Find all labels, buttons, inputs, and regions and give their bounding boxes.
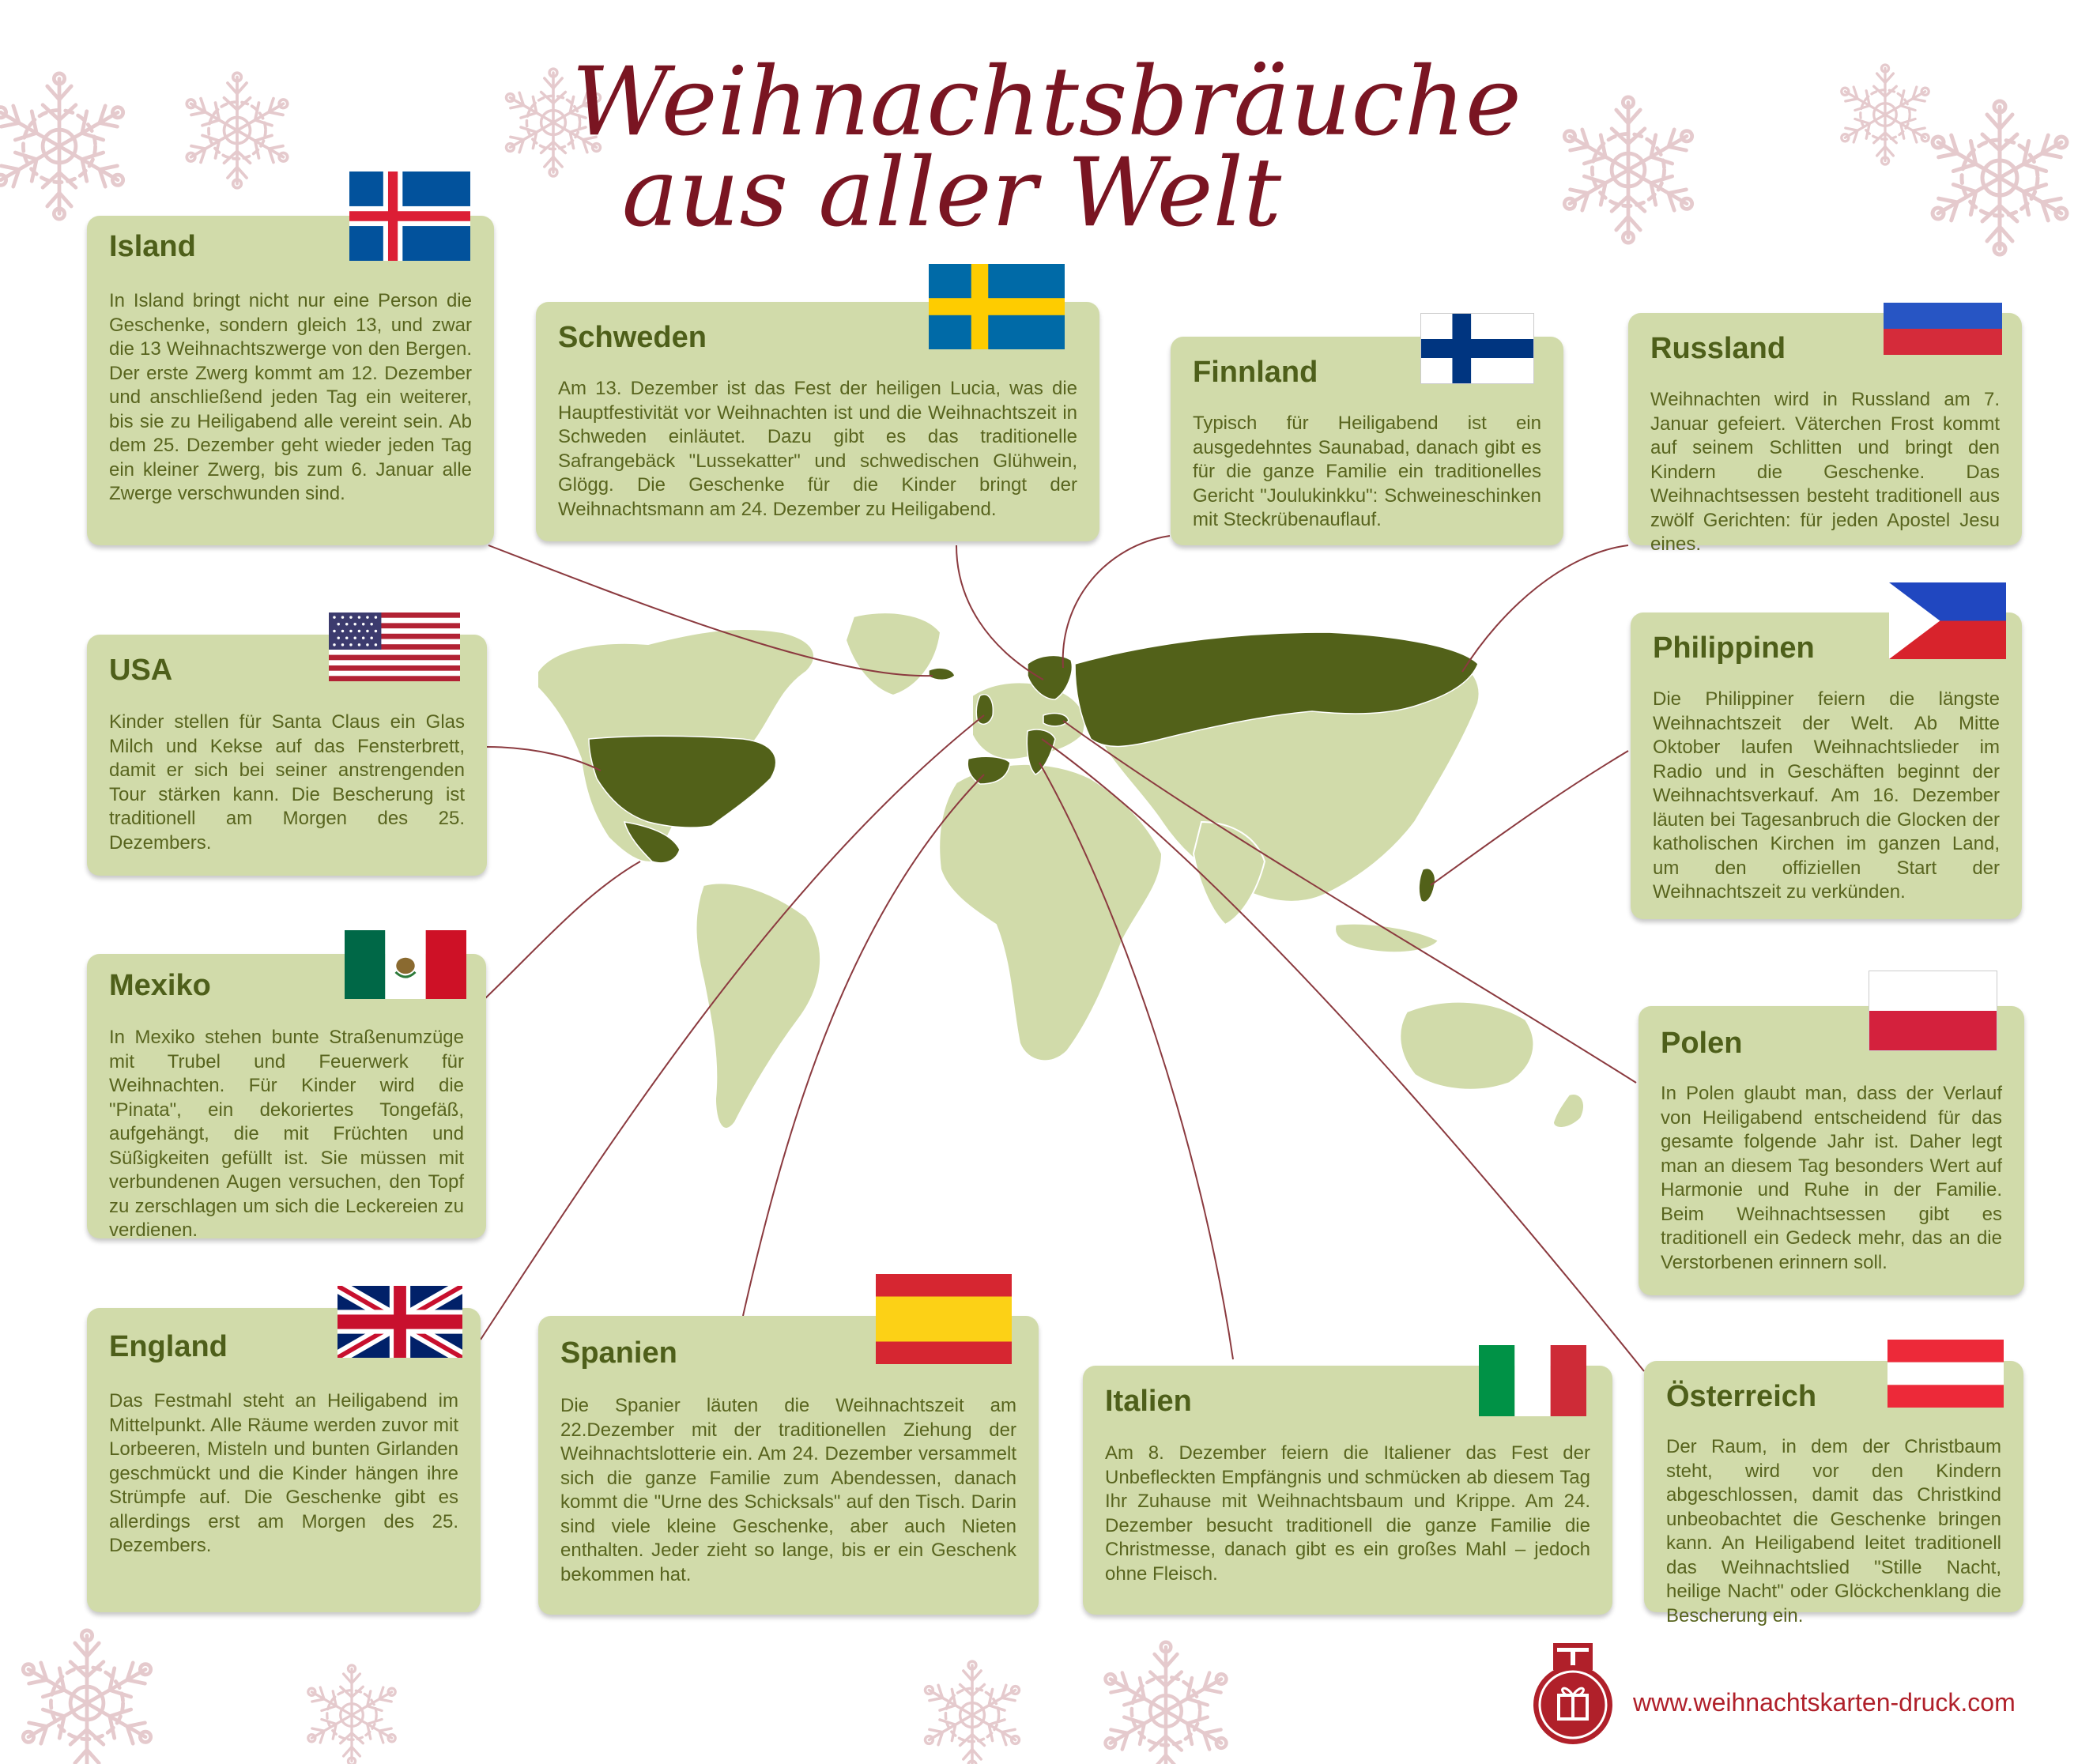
card-usa-text: Kinder stellen für Santa Claus ein Glas Milch und Kekse auf das Fensterbrett, damit er sich bei seiner anstrengenden Tour stärken kann. Die Bescherung ist traditionell am Morgen des 25. Dezembers. [109,711,465,854]
card-russland-text: Weihnachten wird in Russland am 7. Januar gefeiert. Väterchen Frost kommt auf seinem Schlitten und bringt den Kindern die Geschenke. Das Weihnachtsessen besteht traditionell aus zwölf Gerichten: für jeden Apostel Jesu eines. [1650,389,2000,555]
connector-finnland [1063,536,1170,668]
poland-flag [1869,971,1997,1051]
card-finnland-title: Finnland [1193,356,1318,389]
card-italien-title: Italien [1105,1385,1192,1418]
card-finnland-text: Typisch für Heiligabend ist ein ausgedehntes Saunabad, danach gibt es für die ganze Familie ein traditionelles Gericht "Joulukinkku": Schweineschinken mit Steckrübenauflauf. [1193,413,1541,530]
spain-flag [876,1274,1012,1364]
card-mexiko-title: Mexiko [109,969,211,1002]
card-spanien-text: Die Spanier läuten die Weihnachtszeit am 22.Dezember mit der traditionellen Ziehung der Weihnachtslotterie ein. Am 24. Dezember versammelt sich die ganze Familie zum Abendessen, danach kommt die "Urne des Schicksals" auf den Tisch. Darin sind viele kleine Geschenke, aber auch Nieten enthalten. Jeder zieht so lange, bis er ein Geschenk bekommen hat. [560,1395,1016,1585]
card-philippinen-title: Philippinen [1653,631,1815,665]
card-england-title: England [109,1330,228,1363]
card-russland-title: Russland [1650,332,1786,365]
card-schweden-text: Am 13. Dezember ist das Fest der heiligen Lucia, was die Hauptfestivität vor Weihnachten ist und die Weihnachtszeit in Schweden einläutet. Dazu gibt es das traditionelle Safrangebäck "Lussekatter" und schwedischen Glühwein, Glögg. Die Geschenke für die Kinder bringt der Weihnachtsmann am 24. Dezember zu Heiligabend. [558,378,1077,520]
connector-spanien [743,775,984,1316]
austria-flag [1887,1340,2004,1408]
connector-oesterreich [1042,739,1644,1371]
sweden-flag [929,264,1065,349]
card-oesterreich-text: Der Raum, in dem der Christbaum steht, wird vor den Kindern abgeschlossen, damit das Christkind unbeobachtet die Geschenke bringen kann. An Heiligabend leitet traditionell das Weihnachtslied "Stille Nacht, heilige Nacht" oder Glöckchenklang die Bescherung ein. [1666,1436,2001,1626]
card-island [87,216,494,545]
italy-flag [1479,1345,1586,1416]
connector-philippinen [1431,751,1628,885]
card-england-text: Das Festmahl steht an Heiligabend im Mittelpunkt. Alle Räume werden zuvor mit Lorbeeren, Misteln und bunten Girlanden geschmückt und die Kinder hängen ihre Strümpfe auf. Die Geschenke gibt es allerdings erst am Morgen des 25. Dezembers. [109,1390,458,1556]
card-mexiko-text: In Mexiko stehen bunte Straßenumzüge mit Trubel und Feuerwerk für Weihnachten. Für Kinder wird die "Pinata", ein dekoriertes Tongefäß, aufgehängt, die mit Früchten und Süßigkeiten gefüllt ist. Sie müssen mit verbundenen Augen versuchen, den Topf zu zerschlagen um sich die Leckereien zu verdienen. [109,1027,464,1241]
card-schweden-title: Schweden [558,321,707,354]
card-spanien-title: Spanien [560,1336,677,1370]
connector-island [488,545,933,676]
title-line-1: Weihnachtsbräuche [571,47,1522,157]
footer-url-link[interactable]: www.weihnachtskarten-druck.com [1633,1688,2016,1717]
card-oesterreich-title: Österreich [1666,1380,1817,1413]
connector-usa [486,747,601,771]
uk-flag [338,1286,462,1358]
connector-mexiko [484,861,640,1000]
card-philippinen-text: Die Philippiner feiern die längste Weihnachtszeit der Welt. Ab Mitte Oktober laufen Weihnachtslieder im Radio und in Geschäften beginnt der Weihnachtsverkauf. Am 16. Dezember läuten bei Tagesanbruch die Glocken der katholischen Kirchen im ganzen Land, um den offiziellen Start der Weihnachtszeit zu verkünden. [1653,688,2000,903]
title-line-2: aus aller Welt [621,138,1282,248]
card-usa-title: USA [109,654,173,687]
philippines-flag [1889,582,2006,659]
russia-flag [1884,277,2002,355]
connector-italien [1039,763,1233,1359]
connector-england [481,715,984,1340]
connector-russland [1462,545,1628,672]
card-island-title: Island [109,230,196,263]
iceland-flag [349,172,470,261]
usa-flag [329,612,460,681]
connector-polen [1063,721,1636,1083]
mexico-flag [345,930,466,999]
finland-flag [1420,313,1534,384]
card-island-text: In Island bringt nicht nur eine Person die Geschenke, sondern gleich 13, und zwar die 13 Weihnachtszwerge von den Bergen. Der erste Zwerg kommt am 12. Dezember und anschließend jeden Tag ein weiterer, bis sie zu Heiligabend alle vereint sein. Ab dem 25. Dezember geht wieder jeden Tag ein kleiner Zwerg, bis zum 6. Januar alle Zwerge verschwunden sind. [109,290,472,504]
connector-schweden [956,545,1043,680]
card-italien-text: Am 8. Dezember feiern die Italiener das Fest der Unbefleckten Empfängnis und schmücken ab diesem Tag Ihr Zuhause mit Weihnachtsbaum und Krippe. Am 24. Dezember besucht traditionell die ganze Familie die Christmesse, danach gibt es ein großes Mahl – jedoch ohne Fleisch. [1105,1442,1590,1585]
card-polen-title: Polen [1661,1027,1743,1060]
gift-globe-logo [1525,1640,1620,1747]
card-polen-text: In Polen glaubt man, dass der Verlauf von Heiligabend entscheidend für das gesamte folgende Jahr ist. Daher legt man an diesem Tag besonders Wert auf Harmonie und Ruhe in der Familie. Beim Weihnachtsessen gibt es traditionell ein Gedeck mehr, das an die Verstorbenen erinnern soll. [1661,1083,2002,1273]
